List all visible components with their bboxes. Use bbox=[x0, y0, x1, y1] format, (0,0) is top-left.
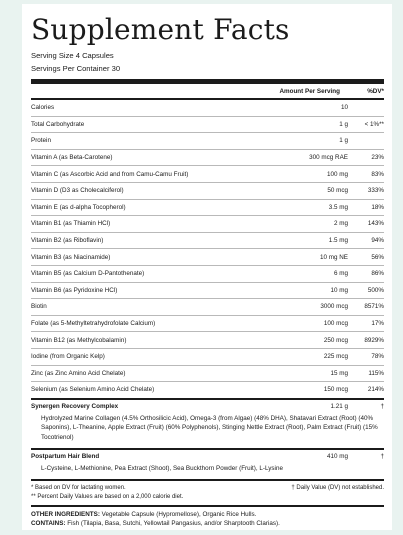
blend-header bbox=[31, 400, 384, 413]
nutrient-name: Folate (as 5-Methyltetrahydrofolate Calcium) bbox=[31, 320, 156, 328]
footnote-lactating: * Based on DV for lactating women. bbox=[31, 485, 126, 492]
column-header bbox=[31, 84, 384, 98]
nutrient-amount: 100 mg bbox=[326, 170, 348, 178]
nutrient-name: Calories bbox=[31, 104, 55, 112]
nutrient-row bbox=[31, 116, 384, 133]
nutrient-row bbox=[31, 100, 384, 116]
blend-amount: 410 mg bbox=[326, 452, 348, 460]
nutrient-row bbox=[31, 232, 384, 249]
nutrient-amount: 1.5 mg bbox=[328, 237, 348, 245]
amount-header: Amount Per Serving bbox=[279, 87, 340, 95]
nutrient-dv: 214% bbox=[367, 386, 384, 394]
nutrient-rows bbox=[31, 100, 384, 398]
nutrient-row bbox=[31, 365, 384, 382]
supplement-facts-panel bbox=[22, 4, 392, 530]
nutrient-amount: 10 mg NE bbox=[320, 253, 348, 261]
nutrient-row bbox=[31, 199, 384, 216]
nutrient-name: Vitamin E (as d-alpha Tocopherol) bbox=[31, 203, 126, 211]
nutrient-amount: 300 mcg RAE bbox=[309, 154, 348, 162]
nutrient-amount: 250 mcg bbox=[323, 336, 348, 344]
nutrient-row bbox=[31, 348, 384, 365]
nutrient-dv: 23% bbox=[371, 154, 384, 162]
nutrient-name: Vitamin B5 (as Calcium D-Pantothenate) bbox=[31, 270, 145, 278]
nutrient-amount: 1 g bbox=[339, 120, 348, 128]
nutrient-row bbox=[31, 215, 384, 232]
contains-label: CONTAINS: bbox=[31, 520, 66, 528]
nutrient-amount: 50 mcg bbox=[327, 187, 348, 195]
nutrient-name: Vitamin B3 (as Niacinamide) bbox=[31, 253, 111, 261]
blend-name: Synergen Recovery Complex bbox=[31, 402, 119, 410]
nutrient-row bbox=[31, 315, 384, 332]
nutrient-row bbox=[31, 149, 384, 166]
blend-ingredients: Hydrolyzed Marine Collagen (4.5% Orthosilicic Acid), Omega-3 (from Algae) (48% DHA), Shatavari Extract (Root) (40% Saponins), L-Theanine, Apple Extract (Fruit) (60% Polyphenols), Stinging Nettle Extract (Root), Palm Extract (Fruit) (15% Tocotrienol) bbox=[41, 414, 378, 441]
footnote-dv-not-established: † Daily Value (DV) not established. bbox=[291, 485, 384, 492]
panel-title: Supplement Facts bbox=[31, 13, 290, 46]
other-info bbox=[31, 507, 384, 528]
footnotes bbox=[31, 481, 384, 501]
nutrient-name: Zinc (as Zinc Amino Acid Chelate) bbox=[31, 369, 126, 377]
nutrient-name: Vitamin D (D3 as Cholecalciferol) bbox=[31, 187, 124, 195]
nutrient-dv: 115% bbox=[368, 369, 384, 377]
nutrient-dv: 78% bbox=[371, 353, 384, 361]
nutrient-row bbox=[31, 248, 384, 265]
contains-text: Fish (Tilapia, Basa, Sutchi, Yellowtail Pangasius, and/or Sharptooth Clarias). bbox=[65, 520, 280, 528]
nutrient-row bbox=[31, 282, 384, 299]
nutrient-dv: 143% bbox=[367, 220, 384, 228]
nutrient-name: Vitamin C (as Ascorbic Acid and from Camu-Camu Fruit) bbox=[31, 170, 189, 178]
nutrient-dv: 56% bbox=[371, 253, 384, 261]
blend-dv: † bbox=[380, 402, 384, 410]
nutrient-amount: 1 g bbox=[339, 137, 348, 145]
nutrient-row bbox=[31, 331, 384, 348]
nutrient-amount: 100 mcg bbox=[323, 320, 348, 328]
nutrient-dv: 333% bbox=[367, 187, 384, 195]
nutrient-amount: 10 mg bbox=[330, 286, 348, 294]
nutrient-name: Total Carbohydrate bbox=[31, 120, 85, 128]
nutrient-amount: 3.5 mg bbox=[328, 203, 348, 211]
blend-dv: † bbox=[380, 452, 384, 460]
footnote-calorie-diet: ** Percent Daily Values are based on a 2,000 calorie diet. bbox=[31, 493, 184, 500]
nutrient-name: Vitamin B2 (as Riboflavin) bbox=[31, 237, 104, 245]
blend-name: Postpartum Hair Blend bbox=[31, 452, 100, 460]
nutrient-dv: 17% bbox=[371, 320, 384, 328]
blend-amount: 1.21 g bbox=[330, 402, 348, 410]
servings-per-container: Servings Per Container 30 bbox=[31, 64, 121, 73]
nutrient-dv: < 1%** bbox=[364, 120, 384, 128]
nutrient-row bbox=[31, 132, 384, 149]
nutrient-amount: 6 mg bbox=[334, 270, 348, 278]
nutrient-row bbox=[31, 165, 384, 182]
blend-header bbox=[31, 450, 384, 463]
nutrient-name: Selenium (as Selenium Amino Acid Chelate) bbox=[31, 386, 155, 394]
nutrient-amount: 2 mg bbox=[334, 220, 348, 228]
nutrient-amount: 150 mcg bbox=[323, 386, 348, 394]
nutrient-name: Vitamin B1 (as Thiamin HCl) bbox=[31, 220, 111, 228]
nutrient-dv: 86% bbox=[371, 270, 384, 278]
nutrient-name: Vitamin B6 (as Pyridoxine HCl) bbox=[31, 286, 118, 294]
nutrient-row bbox=[31, 381, 384, 398]
nutrient-dv: 500% bbox=[367, 286, 384, 294]
nutrient-name: Protein bbox=[31, 137, 51, 145]
other-ingredients-text: Vegetable Capsule (Hypromellose), Organic Rice Hulls. bbox=[99, 511, 257, 519]
nutrient-name: Vitamin A (as Beta-Carotene) bbox=[31, 154, 113, 162]
nutrient-amount: 225 mcg bbox=[323, 353, 348, 361]
nutrient-amount: 15 mg bbox=[330, 369, 348, 377]
nutrient-name: Biotin bbox=[31, 303, 47, 311]
nutrient-row bbox=[31, 298, 384, 315]
other-ingredients-label: OTHER INGREDIENTS: bbox=[31, 511, 100, 519]
serving-size: Serving Size 4 Capsules bbox=[31, 51, 114, 60]
dv-header: %DV* bbox=[367, 87, 384, 95]
nutrient-row bbox=[31, 265, 384, 282]
nutrient-row bbox=[31, 182, 384, 199]
nutrient-dv: 8929% bbox=[364, 336, 384, 344]
nutrient-name: Vitamin B12 (as Methylcobalamin) bbox=[31, 336, 127, 344]
blend-ingredients: L-Cysteine, L-Methionine, Pea Extract (Shoot), Sea Buckthorn Powder (Fruit), L-Lysine bbox=[41, 464, 283, 472]
nutrient-dv: 83% bbox=[371, 170, 384, 178]
nutrient-dv: 18% bbox=[371, 203, 384, 211]
nutrient-name: Iodine (from Organic Kelp) bbox=[31, 353, 105, 361]
nutrient-dv: 94% bbox=[371, 237, 384, 245]
contains-allergens bbox=[31, 519, 384, 528]
nutrient-dv: 8571% bbox=[364, 303, 384, 311]
nutrient-amount: 10 bbox=[340, 104, 348, 112]
nutrient-amount: 3000 mcg bbox=[320, 303, 348, 311]
other-ingredients bbox=[31, 510, 384, 519]
